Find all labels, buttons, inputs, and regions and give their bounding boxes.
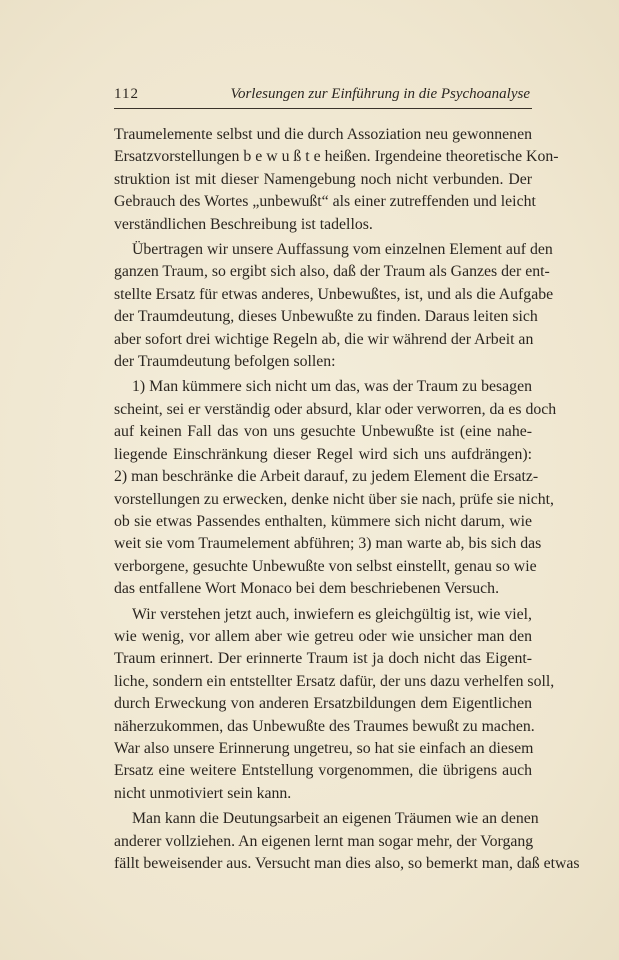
text-line: Traumelemente selbst und die durch Assoziation neu gewonnenen xyxy=(114,126,532,143)
paragraph xyxy=(114,239,554,373)
text-line: vorstellungen zu erwecken, denke nicht über sie nach, prüfe sie nicht, xyxy=(114,490,554,508)
text-line: ganzen Traum, so ergibt sich also, daß der Traum als Ganzes der ent- xyxy=(114,263,550,281)
text-line: ob sie etwas Passendes enthalten, kümmere sich nicht darum, wie xyxy=(114,512,532,530)
text-line: das entfallene Wort Monaco bei dem beschriebenen Versuch. xyxy=(114,580,500,598)
text-line: weit sie vom Traumelement abführen; 3) man warte ab, bis sich das xyxy=(114,535,542,553)
text-line: anderer vollziehen. An eigenen lernt man sogar mehr, der Vorgang xyxy=(114,832,534,850)
text-line: verständlichen Beschreibung ist tadellos. xyxy=(114,215,373,233)
text-line: der Traumdeutung befolgen sollen: xyxy=(114,353,336,371)
text-line: näherzukommen, das Unbewußte des Traumes bewußt zu machen. xyxy=(114,717,535,735)
body-text xyxy=(114,124,580,875)
text-line: Man kann die Deutungsarbeit an eigenen Träumen wie an denen xyxy=(132,810,539,828)
text-line: liegende Einschränkung dieser Regel wird sich uns aufdrängen): xyxy=(114,445,532,463)
paragraph xyxy=(114,376,557,600)
text-line: der Traumdeutung, dieses Unbewußte zu finden. Daraus leiten sich xyxy=(114,308,538,326)
text-line: Ersatz eine weitere Entstellung vorgenommen, die übrigens auch xyxy=(114,762,532,780)
text-line: liche, sondern ein entstellter Ersatz dafür, der uns dazu verhelfen soll, xyxy=(114,672,555,690)
paragraph xyxy=(114,124,559,236)
text-line: auf keinen Fall das von uns gesuchte Unbewußte ist (eine nahe- xyxy=(114,423,532,441)
text-line: verborgene, gesuchte Unbewußte von selbst einstellt, genau so wie xyxy=(114,557,537,575)
text-line: fällt beweisender aus. Versucht man dies also, so bemerkt man, daß etwas xyxy=(114,855,580,872)
page-number: 112 xyxy=(114,86,139,102)
text-line: Traum erinnert. Der erinnerte Traum ist ja doch nicht das Eigent- xyxy=(114,650,532,668)
text-line: 1) Man kümmere sich nicht um das, was der Traum zu besagen xyxy=(132,378,532,396)
paragraph xyxy=(114,808,580,875)
running-title: Vorlesungen zur Einführung in die Psychoanalyse xyxy=(230,86,530,102)
text-line: struktion ist mit dieser Namengebung noch nicht verbunden. Der xyxy=(114,170,532,188)
text-line: Ersatzvorstellungen b e w u ß t e heißen. Irgendeine theoretische Kon- xyxy=(114,148,559,166)
text-line: nicht unmotiviert sein kann. xyxy=(114,784,292,802)
text-line: durch Erweckung von anderen Ersatzbildungen dem Eigentlichen xyxy=(114,695,532,713)
text-line: 2) man beschränke die Arbeit darauf, zu jedem Element die Ersatz- xyxy=(114,468,539,486)
text-line: scheint, sei er verständig oder absurd, klar oder verworren, da es doch xyxy=(114,400,557,418)
text-line: wie wenig, vor allem aber wie getreu oder wie unsicher man den xyxy=(114,627,532,645)
header-rule xyxy=(114,108,532,109)
text-line: stellte Ersatz für etwas anderes, Unbewußtes, ist, und als die Aufgabe xyxy=(114,285,554,303)
text-line: aber sofort drei wichtige Regeln ab, die wir während der Arbeit an xyxy=(114,330,534,348)
text-line: Übertragen wir unsere Auffassung vom einzelnen Element auf den xyxy=(132,241,553,259)
running-head xyxy=(114,86,532,108)
text-line: War also unsere Erinnerung ungetreu, so hat sie einfach an diesem xyxy=(114,739,534,757)
paragraph xyxy=(114,604,555,806)
text-line: Wir verstehen jetzt auch, inwiefern es gleichgültig ist, wie viel, xyxy=(132,605,532,623)
text-line: Gebrauch des Wortes „unbewußt“ als einer zutreffenden und leicht xyxy=(114,193,536,211)
